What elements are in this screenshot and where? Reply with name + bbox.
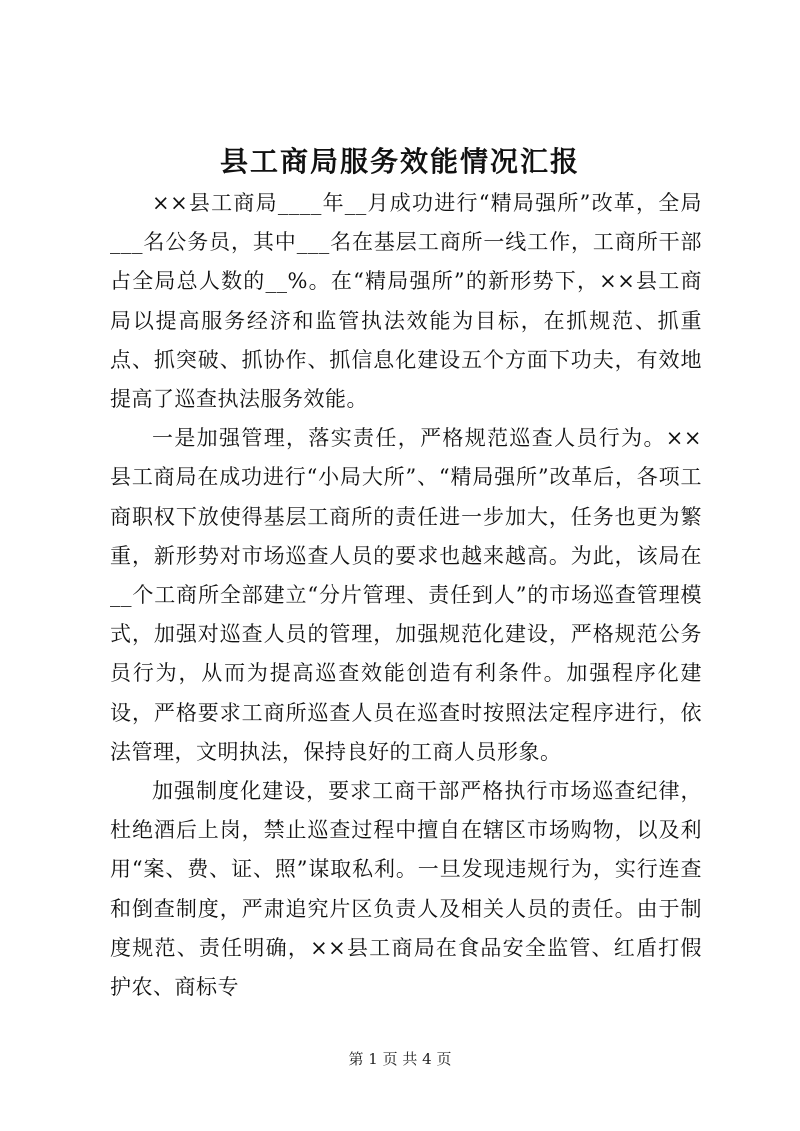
document-title: 县工商局服务效能情况汇报 bbox=[219, 145, 580, 178]
page-footer: 第 1 页 共 4 页 bbox=[348, 1050, 452, 1068]
paragraph-management: 一是加强管理，落实责任，严格规范巡查人员行为。××县工商局在成功进行“小局大所”、“精局强所”改革后，各项工商职权下放使得基层工商所的责任进一步加大，任务也更为繁重，新形势对市场巡查人员的要求也越来越高。为此，该局在__个工商所全部建立“分片管理、责任到人”的市场巡查管理模式，加强对巡查人员的管理，加强规范化建设，严格规范公务员行为，从而为提高巡查效能创造有利条件。加强程序化建设，严格要求工商所巡查人员在巡查时按照法定程序进行，依法管理，文明执法，保持良好的工商人员形象。 bbox=[110, 426, 702, 764]
paragraph-discipline: 加强制度化建设，要求工商干部严格执行市场巡查纪律，杜绝酒后上岗，禁止巡查过程中擅自在辖区市场购物，以及利用“案、费、证、照”谋取私利。一旦发现违规行为，实行连查和倒查制度，严肃追究片区负责人及相关人员的责任。由于制度规范、责任明确，××县工商局在食品安全监管、红盾打假护农、商标专 bbox=[110, 779, 702, 1000]
paragraph-intro: ××县工商局____年__月成功进行“精局强所”改革，全局___名公务员，其中___名在基层工商所一线工作，工商所干部占全局总人数的__%。在“精局强所”的新形势下，××县工商局以提高服务经济和监管执法效能为目标，在抓规范、抓重点、抓突破、抓协作、抓信息化建设五个方面下功夫，有效地提高了巡查执法服务效能。 bbox=[110, 191, 702, 412]
document-body bbox=[110, 184, 702, 1007]
